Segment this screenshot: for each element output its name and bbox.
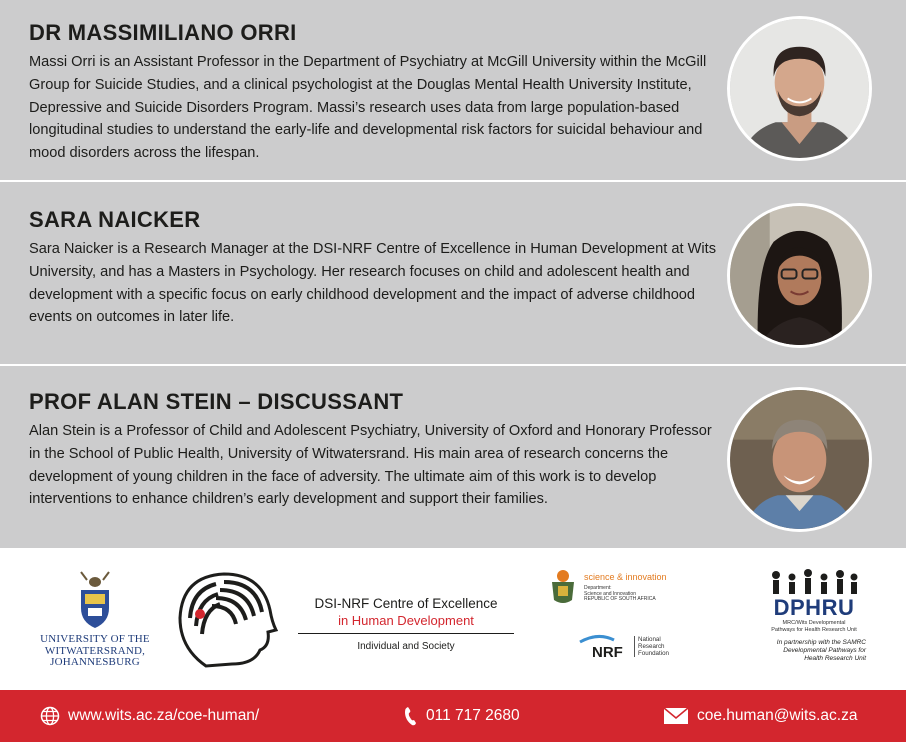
dphru-partnership-line: Health Research Unit	[804, 655, 866, 662]
dphru-partnership-line: Developmental Pathways for	[783, 647, 866, 654]
dsi-subtitle: in Human Development	[338, 613, 474, 628]
phone-link[interactable]	[404, 690, 520, 742]
dphru-title: DPHRU	[773, 595, 855, 620]
wits-logo	[40, 568, 150, 669]
speaker-photo	[727, 16, 872, 161]
partner-logos	[0, 550, 906, 690]
dphru-subtitle	[762, 620, 866, 633]
wits-crest-icon	[75, 568, 115, 630]
head-profile-logo-icon	[176, 570, 278, 668]
nrf-mark-text: NRF	[592, 644, 623, 660]
email-link[interactable]	[663, 690, 857, 742]
speaker-name: DR MASSIMILIANO ORRI	[29, 20, 297, 45]
science-title: science & innovation	[584, 572, 667, 582]
dsi-divider	[298, 633, 514, 634]
speaker-name: PROF ALAN STEIN – DISCUSSANT	[29, 389, 404, 414]
globe-icon	[40, 706, 60, 726]
science-line: REPUBLIC OF SOUTH AFRICA	[584, 596, 656, 602]
speaker-bio: Alan Stein is a Professor of Child and Adolescent Psychiatry, University of Oxford and Honorary Professor in the School of Public Health, University of Witwatersrand. His main area of research concerns the development of young children in the face of adversity. The ultimate aim of this work is to develop interventions to enhance children’s early development and support their families.	[29, 423, 712, 508]
speaker-panel-orri	[0, 0, 906, 180]
nrf-name	[634, 636, 669, 657]
nrf-logo	[578, 628, 674, 664]
nrf-mark-icon	[578, 630, 630, 660]
speaker-name: SARA NAICKER	[29, 207, 201, 232]
dsi-nrf-logo	[298, 596, 514, 652]
speaker-photo	[727, 203, 872, 348]
nrf-line: Foundation	[638, 650, 669, 657]
speaker-bio: Massi Orri is an Assistant Professor in the Department of Psychiatry at McGill University within the McGill Group for Suicide Studies, and a clinical psychologist at the Douglas Mental Health University Institute, Depressive and Suicide Disorders Program. Massi’s research uses data from large population-based longitudinal studies to understand the early-life and developmental risk factors for suicidal behaviour and mood disorders across the lifespan.	[29, 54, 707, 162]
website-link[interactable]	[40, 690, 259, 742]
sa-coat-of-arms-icon	[548, 568, 578, 606]
speaker-panel-naicker	[0, 182, 906, 364]
dphru-sub-line: MRC/Wits Developmental	[782, 620, 846, 626]
science-innovation-logo	[548, 568, 676, 608]
science-dept	[584, 586, 656, 603]
speaker-panel-stein	[0, 366, 906, 548]
email-text[interactable]: coe.human@wits.ac.za	[697, 707, 858, 724]
dsi-tagline: Individual and Society	[357, 641, 455, 652]
nrf-line: National	[638, 636, 661, 643]
wits-name-line: UNIVERSITY OF THE	[40, 633, 150, 645]
science-line: Science and Innovation	[584, 590, 636, 597]
dphru-logo	[762, 568, 866, 663]
children-figures-icon	[766, 568, 862, 596]
dphru-partnership-line: In partnership with the SAMRC	[776, 639, 866, 646]
mail-icon	[663, 707, 689, 725]
dphru-partnership	[762, 639, 866, 663]
phone-text[interactable]: 011 717 2680	[426, 707, 520, 724]
science-line: Department:	[584, 585, 612, 591]
dphru-sub-line: Pathways for Health Research Unit	[771, 626, 857, 633]
dsi-title: DSI-NRF Centre of Excellence	[314, 596, 498, 611]
speaker-bio: Sara Naicker is a Research Manager at the DSI-NRF Centre of Excellence in Human Development at Wits University, and has a Masters in Psychology. Her research focuses on child and adolescent health and development with a specific focus on early childhood development and the impact of adverse childhood events on outcomes in later life.	[29, 241, 716, 326]
wits-name-line: WITWATERSRAND,	[44, 644, 146, 657]
speaker-photo	[727, 387, 872, 532]
wits-name-line: JOHANNESBURG	[50, 656, 140, 668]
website-text[interactable]: www.wits.ac.za/coe-human/	[68, 707, 260, 724]
phone-icon	[404, 706, 418, 726]
nrf-line: Research	[638, 643, 665, 650]
contact-footer	[0, 690, 906, 742]
